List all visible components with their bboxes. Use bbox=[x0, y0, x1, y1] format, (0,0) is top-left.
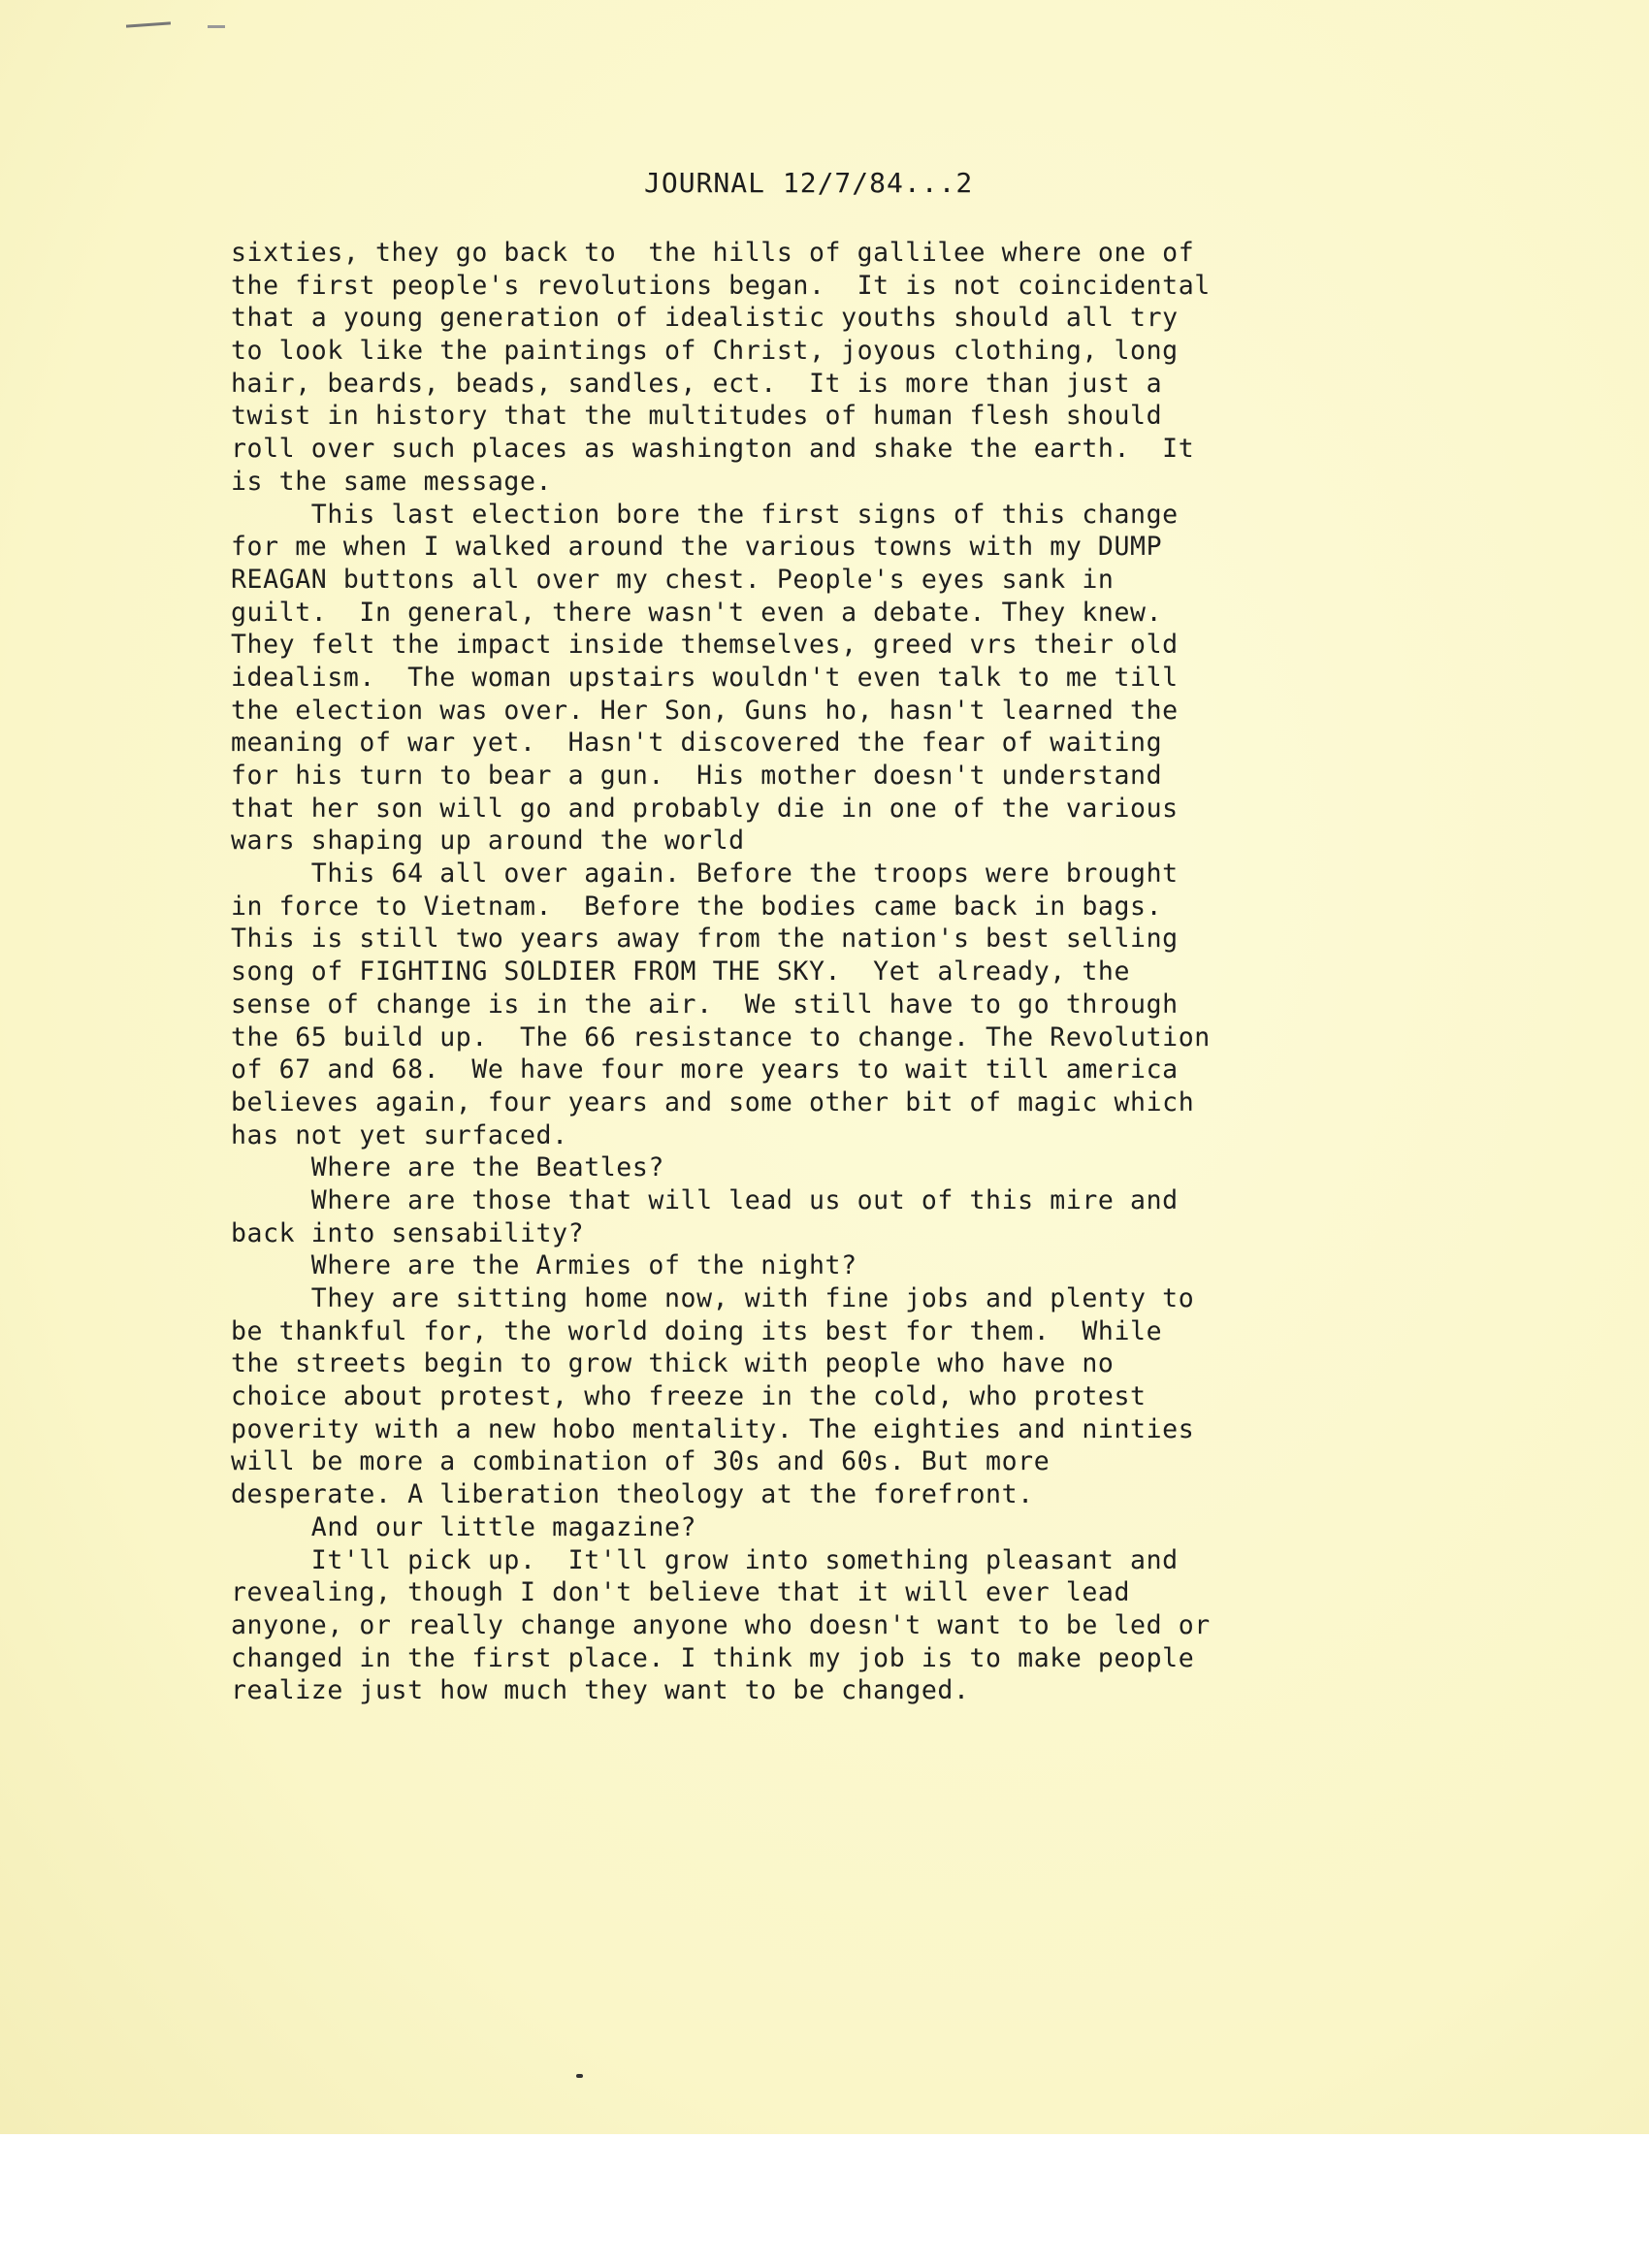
text-line: guilt. In general, there wasn't even a debate. They knew. bbox=[231, 597, 1163, 628]
text-line: realize just how much they want to be changed. bbox=[231, 1675, 970, 1706]
text-line: be thankful for, the world doing its best for them. While bbox=[231, 1315, 1163, 1346]
journal-title: JOURNAL 12/7/84...2 bbox=[644, 167, 974, 199]
text-line: the first people's revolutions began. It is not coincidental bbox=[231, 270, 1211, 301]
ink-speck bbox=[576, 2074, 583, 2078]
text-line: choice about protest, who freeze in the cold, who protest bbox=[231, 1381, 1147, 1412]
text-line: wars shaping up around the world bbox=[231, 826, 745, 857]
text-line: idealism. The woman upstairs wouldn't even talk to me till bbox=[231, 662, 1179, 693]
text-line: has not yet surfaced. bbox=[231, 1119, 568, 1150]
text-line: This 64 all over again. Before the troops were brought bbox=[231, 859, 1179, 890]
text-line: twist in history that the multitudes of human flesh should bbox=[231, 401, 1163, 432]
text-line: the streets begin to grow thick with people who have no bbox=[231, 1348, 1115, 1379]
journal-body bbox=[231, 237, 1434, 1707]
text-line: And our little magazine? bbox=[231, 1511, 697, 1542]
text-line: for his turn to bear a gun. His mother doesn't understand bbox=[231, 761, 1163, 791]
text-line: roll over such places as washington and shake the earth. It bbox=[231, 434, 1195, 465]
text-line: to look like the paintings of Christ, joyous clothing, long bbox=[231, 336, 1179, 367]
text-line: sixties, they go back to the hills of gallilee where one of bbox=[231, 238, 1195, 268]
text-line: poverity with a new hobo mentality. The eighties and ninties bbox=[231, 1413, 1195, 1444]
pencil-mark-small bbox=[208, 25, 225, 28]
text-line: changed in the first place. I think my job is to make people bbox=[231, 1642, 1195, 1673]
text-line: Where are the Armies of the night? bbox=[231, 1250, 857, 1281]
text-line: hair, beards, beads, sandles, ect. It is more than just a bbox=[231, 368, 1163, 399]
scan-margin bbox=[0, 2134, 1649, 2268]
text-line: meaning of war yet. Hasn't discovered the fear of waiting bbox=[231, 728, 1163, 759]
text-line: that a young generation of idealistic youths should all try bbox=[231, 303, 1179, 334]
text-line: It'll pick up. It'll grow into something pleasant and bbox=[231, 1544, 1179, 1575]
text-line: back into sensability? bbox=[231, 1217, 585, 1248]
text-line: believes again, four years and some other bit of magic which bbox=[231, 1086, 1195, 1118]
text-line: Where are those that will lead us out of this mire and bbox=[231, 1184, 1179, 1215]
text-line: is the same message. bbox=[231, 466, 553, 497]
text-line: REAGAN buttons all over my chest. People's eyes sank in bbox=[231, 564, 1115, 595]
text-line: the 65 build up. The 66 resistance to change. The Revolution bbox=[231, 1021, 1211, 1053]
text-line: of 67 and 68. We have four more years to wait till america bbox=[231, 1054, 1179, 1085]
text-line: sense of change is in the air. We still have to go through bbox=[231, 988, 1179, 1020]
text-line: will be more a combination of 30s and 60s. But more bbox=[231, 1446, 1051, 1477]
text-line: This is still two years away from the nation's best selling bbox=[231, 923, 1179, 955]
text-line: for me when I walked around the various towns with my DUMP bbox=[231, 532, 1163, 563]
text-line: in force to Vietnam. Before the bodies came back in bags. bbox=[231, 891, 1163, 922]
text-line: the election was over. Her Son, Guns ho, hasn't learned the bbox=[231, 695, 1179, 726]
text-line: song of FIGHTING SOLDIER FROM THE SKY. Yet already, the bbox=[231, 956, 1131, 988]
text-line: They felt the impact inside themselves, greed vrs their old bbox=[231, 630, 1179, 661]
text-line: Where are the Beatles? bbox=[231, 1152, 664, 1183]
text-line: This last election bore the first signs of this change bbox=[231, 499, 1179, 530]
text-line: desperate. A liberation theology at the forefront. bbox=[231, 1479, 1034, 1510]
pencil-mark bbox=[126, 21, 171, 27]
text-line: anyone, or really change anyone who doesn't want to be led or bbox=[231, 1609, 1211, 1640]
text-line: revealing, though I don't believe that it will ever lead bbox=[231, 1577, 1131, 1608]
text-line: They are sitting home now, with fine jobs and plenty to bbox=[231, 1283, 1195, 1313]
text-line: that her son will go and probably die in one of the various bbox=[231, 793, 1179, 824]
